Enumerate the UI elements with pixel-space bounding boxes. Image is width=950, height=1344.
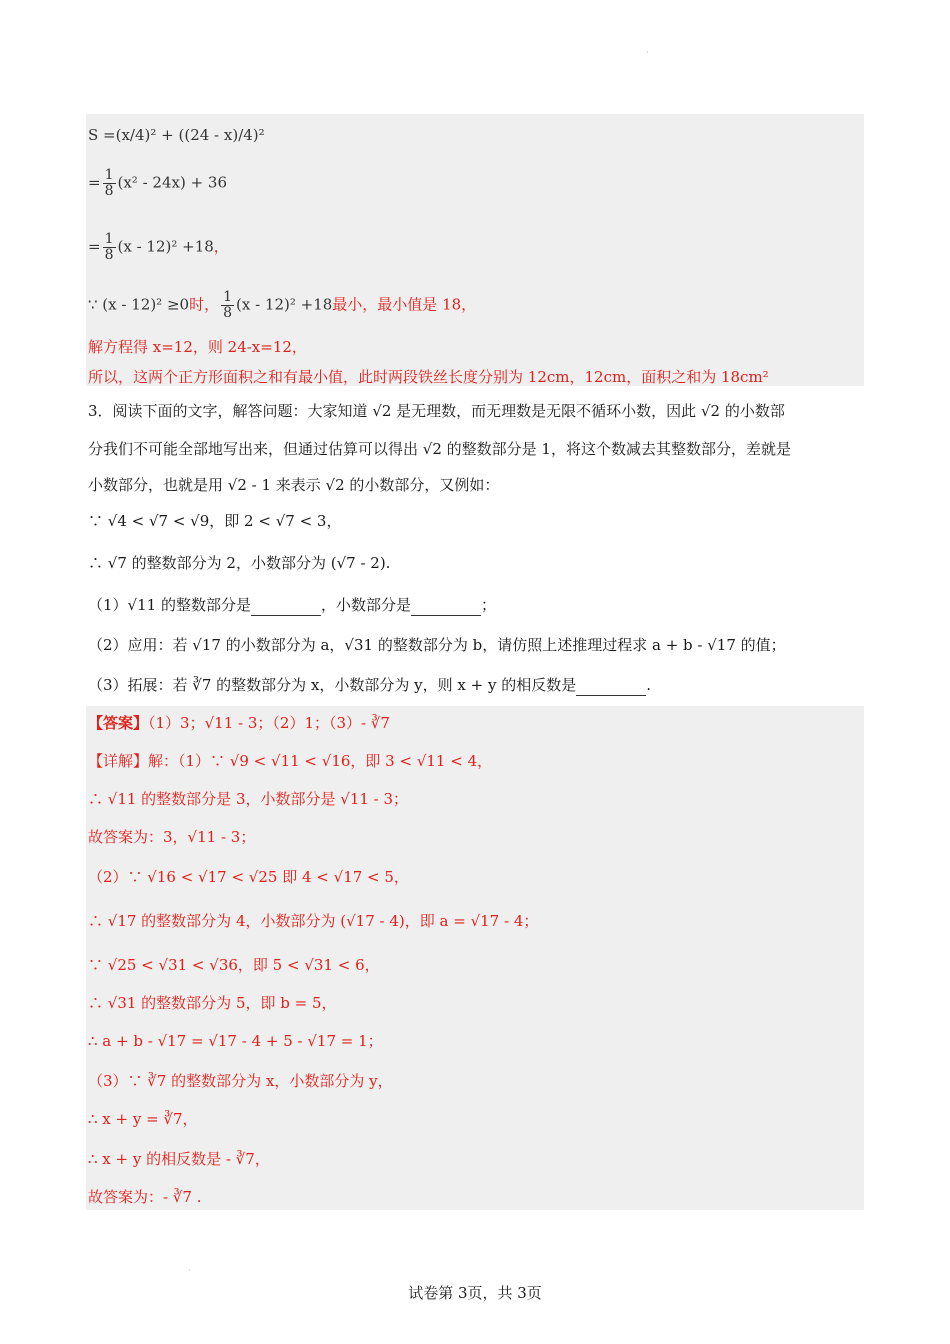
detail-line-8: ∴ a + b - √17 = √17 - 4 + 5 - √17 = 1； xyxy=(88,1032,383,1050)
question-3-line-1: 3．阅读下面的文字，解答问题：大家知道 √2 是无理数，而无理数是无限不循环小数，因此 √2 的小数部 xyxy=(88,402,785,420)
question-3-line-5: ∴ √7 的整数部分为 2，小数部分为 (√7 - 2). xyxy=(88,554,391,572)
fraction-numerator: 1 xyxy=(223,289,232,305)
question-3-line-4: ∵ √4 < √7 < √9，即 2 < √7 < 3， xyxy=(88,512,342,530)
subquestion-3 xyxy=(88,674,651,696)
equals-sign: = xyxy=(88,237,101,256)
detail-line-7: ∴ √31 的整数部分为 5，即 b = 5， xyxy=(88,994,337,1012)
connector-text: 时， xyxy=(189,295,220,314)
formula-line-2 xyxy=(88,168,227,199)
fraction xyxy=(221,290,234,321)
formula-line-4 xyxy=(88,290,476,321)
detail-line-4: （2）∵ √16 < √17 < √25 即 4 < √17 < 5， xyxy=(88,868,409,886)
punctuation: ， xyxy=(213,237,229,256)
corner-mark: · xyxy=(646,48,649,57)
subquestion-1-text-a: （1）√11 的整数部分是 xyxy=(88,596,251,614)
question-3-line-2: 分我们不可能全部地写出来，但通过估算可以得出 √2 的整数部分是 1，将这个数减去其整数部分，差就是 xyxy=(88,440,791,458)
fraction-numerator: 1 xyxy=(104,231,114,247)
subquestion-3-text-b: . xyxy=(646,676,652,694)
fraction xyxy=(103,168,116,199)
page-footer: 试卷第 3页，共 3页 xyxy=(408,1284,542,1302)
subquestion-1 xyxy=(88,594,496,616)
condition-expression: ∵ (x - 12)² ≥0 xyxy=(88,295,190,314)
fraction xyxy=(103,232,116,263)
detail-line-9: （3）∵ ∛7 的整数部分为 x，小数部分为 y， xyxy=(88,1072,393,1090)
solve-line: 解方程得 x=12，则 24-x=12， xyxy=(88,338,307,356)
conclusion-text: 最小，最小值是 18， xyxy=(332,295,477,314)
fraction-numerator: 1 xyxy=(104,167,114,183)
answer-blank-2[interactable] xyxy=(411,599,481,616)
expression: (x - 12)² +18 xyxy=(236,295,333,314)
formula-line-1: S =(x/4)² + ((24 - x)/4)² xyxy=(88,126,265,144)
corner-mark-bottom: · xyxy=(188,1266,191,1275)
equals-sign: = xyxy=(88,173,101,192)
fraction-denominator: 8 xyxy=(223,305,232,321)
expression: (x - 12)² +18 xyxy=(117,237,214,256)
formula-line-3 xyxy=(88,232,229,263)
answer-tag: 【答案】 xyxy=(88,714,149,732)
subquestion-1-text-c: ； xyxy=(480,596,496,614)
conclusion-line: 所以，这两个正方形面积之和有最小值，此时两段铁丝长度分别为 12cm，12cm，面积之和为 18cm² xyxy=(88,368,769,386)
detail-line-11: ∴ x + y 的相反数是 - ∛7， xyxy=(88,1150,270,1168)
detail-line-3: 故答案为：3，√11 - 3； xyxy=(88,828,256,846)
detail-line-2: ∴ √11 的整数部分是 3，小数部分是 √11 - 3； xyxy=(88,790,409,808)
subquestion-1-text-b: ，小数部分是 xyxy=(320,596,411,614)
detail-line-10: ∴ x + y = ∛7， xyxy=(88,1110,198,1128)
answer-line xyxy=(88,712,390,734)
answer-body: （1）3；√11 - 3；（2）1；（3）- ∛7 xyxy=(148,714,390,732)
subquestion-2: （2）应用：若 √17 的小数部分为 a，√31 的整数部分为 b，请仿照上述推理过程求 a + b - √17 的值； xyxy=(88,636,786,654)
answer-blank-1[interactable] xyxy=(251,599,321,616)
answer-blank-3[interactable] xyxy=(576,679,646,696)
fraction-denominator: 8 xyxy=(104,247,114,263)
question-3-line-3: 小数部分，也就是用 √2 - 1 来表示 √2 的小数部分，又例如： xyxy=(88,476,500,494)
detail-line-5: ∴ √17 的整数部分为 4，小数部分为 (√17 - 4)，即 a = √17 - 4； xyxy=(88,912,539,930)
detail-line-12: 故答案为：- ∛7 . xyxy=(88,1188,202,1206)
subquestion-3-text-a: （3）拓展：若 ∛7 的整数部分为 x，小数部分为 y，则 x + y 的相反数是 xyxy=(88,676,577,694)
expression: (x² - 24x) + 36 xyxy=(117,173,228,192)
fraction-denominator: 8 xyxy=(104,183,114,199)
detail-line-6: ∵ √25 < √31 < √36，即 5 < √31 < 6， xyxy=(88,956,380,974)
detail-line-1: 【详解】解：（1）∵ √9 < √11 < √16，即 3 < √11 < 4， xyxy=(88,752,493,770)
